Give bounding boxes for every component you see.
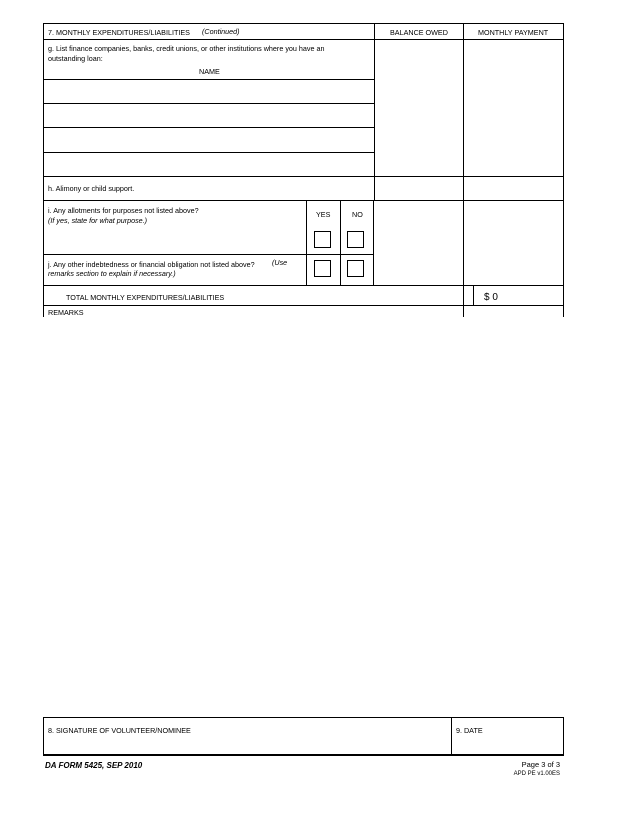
right-border	[563, 23, 564, 317]
signature-label: 8. SIGNATURE OF VOLUNTEER/NOMINEE	[48, 726, 191, 735]
total-label: TOTAL MONTHLY EXPENDITURES/LIABILITIES	[66, 293, 225, 302]
section7-title: 7. MONTHLY EXPENDITURES/LIABILITIES	[48, 28, 190, 37]
remarks-label: REMARKS	[48, 308, 84, 317]
no-col-left	[340, 200, 341, 285]
monthly-payment-field-h[interactable]	[464, 177, 563, 200]
total-bottom-border	[43, 305, 564, 306]
left-border	[43, 23, 44, 317]
section7-continued: (Continued)	[202, 27, 240, 36]
balance-owed-header: BALANCE OWED	[390, 28, 448, 37]
monthly-payment-field-g[interactable]	[464, 40, 563, 176]
name-row-divider-4	[43, 152, 375, 153]
item-g-text-2: outstanding loan:	[48, 54, 103, 63]
form-id: DA FORM 5425, SEP 2010	[45, 761, 143, 770]
item-i-yes-checkbox[interactable]	[314, 231, 331, 248]
item-i-text-1: i. Any allotments for purposes not listed above?	[48, 206, 199, 215]
footer-rule	[43, 754, 564, 756]
name-input-3[interactable]	[44, 128, 374, 151]
yes-col-left	[306, 200, 307, 285]
date-field[interactable]	[452, 736, 562, 753]
name-input-1[interactable]	[44, 80, 374, 103]
name-input-2[interactable]	[44, 104, 374, 127]
item-j-yes-checkbox[interactable]	[314, 260, 331, 277]
item-i-no-checkbox[interactable]	[347, 231, 364, 248]
item-j-text-1: j. Any other indebtedness or financial obligation not listed above?	[48, 260, 255, 269]
date-label: 9. DATE	[456, 726, 483, 735]
balance-owed-field-g[interactable]	[375, 40, 463, 176]
j-bottom-border	[43, 285, 564, 286]
yes-label: YES	[316, 210, 331, 219]
item-j-text-2: remarks section to explain if necessary.)	[48, 269, 176, 278]
item-g-text-1: g. List finance companies, banks, credit unions, or other institutions where you have an	[48, 44, 325, 53]
monthly-payment-field-ij[interactable]	[464, 201, 563, 285]
page-number: Page 3 of 3	[521, 760, 560, 769]
signature-field[interactable]	[44, 736, 450, 753]
top-border	[43, 23, 564, 24]
form-version: APD PE v1.00ES	[513, 771, 560, 777]
i-bottom-border	[43, 254, 374, 255]
total-value: $ 0	[484, 292, 498, 303]
item-i-text-2: (If yes, state for what purpose.)	[48, 216, 148, 225]
remarks-field[interactable]	[44, 318, 563, 716]
item-h-text: h. Alimony or child support.	[48, 184, 135, 193]
no-label: NO	[352, 210, 363, 219]
remarks-bottom-border	[43, 717, 564, 718]
total-value-left	[473, 286, 474, 305]
monthly-payment-header: MONTHLY PAYMENT	[478, 28, 549, 37]
balance-owed-field-ij[interactable]	[374, 201, 463, 285]
name-column-label: NAME	[199, 67, 220, 76]
item-j-no-checkbox[interactable]	[347, 260, 364, 277]
sig-right-border	[563, 717, 564, 754]
item-j-use: (Use	[272, 258, 288, 267]
